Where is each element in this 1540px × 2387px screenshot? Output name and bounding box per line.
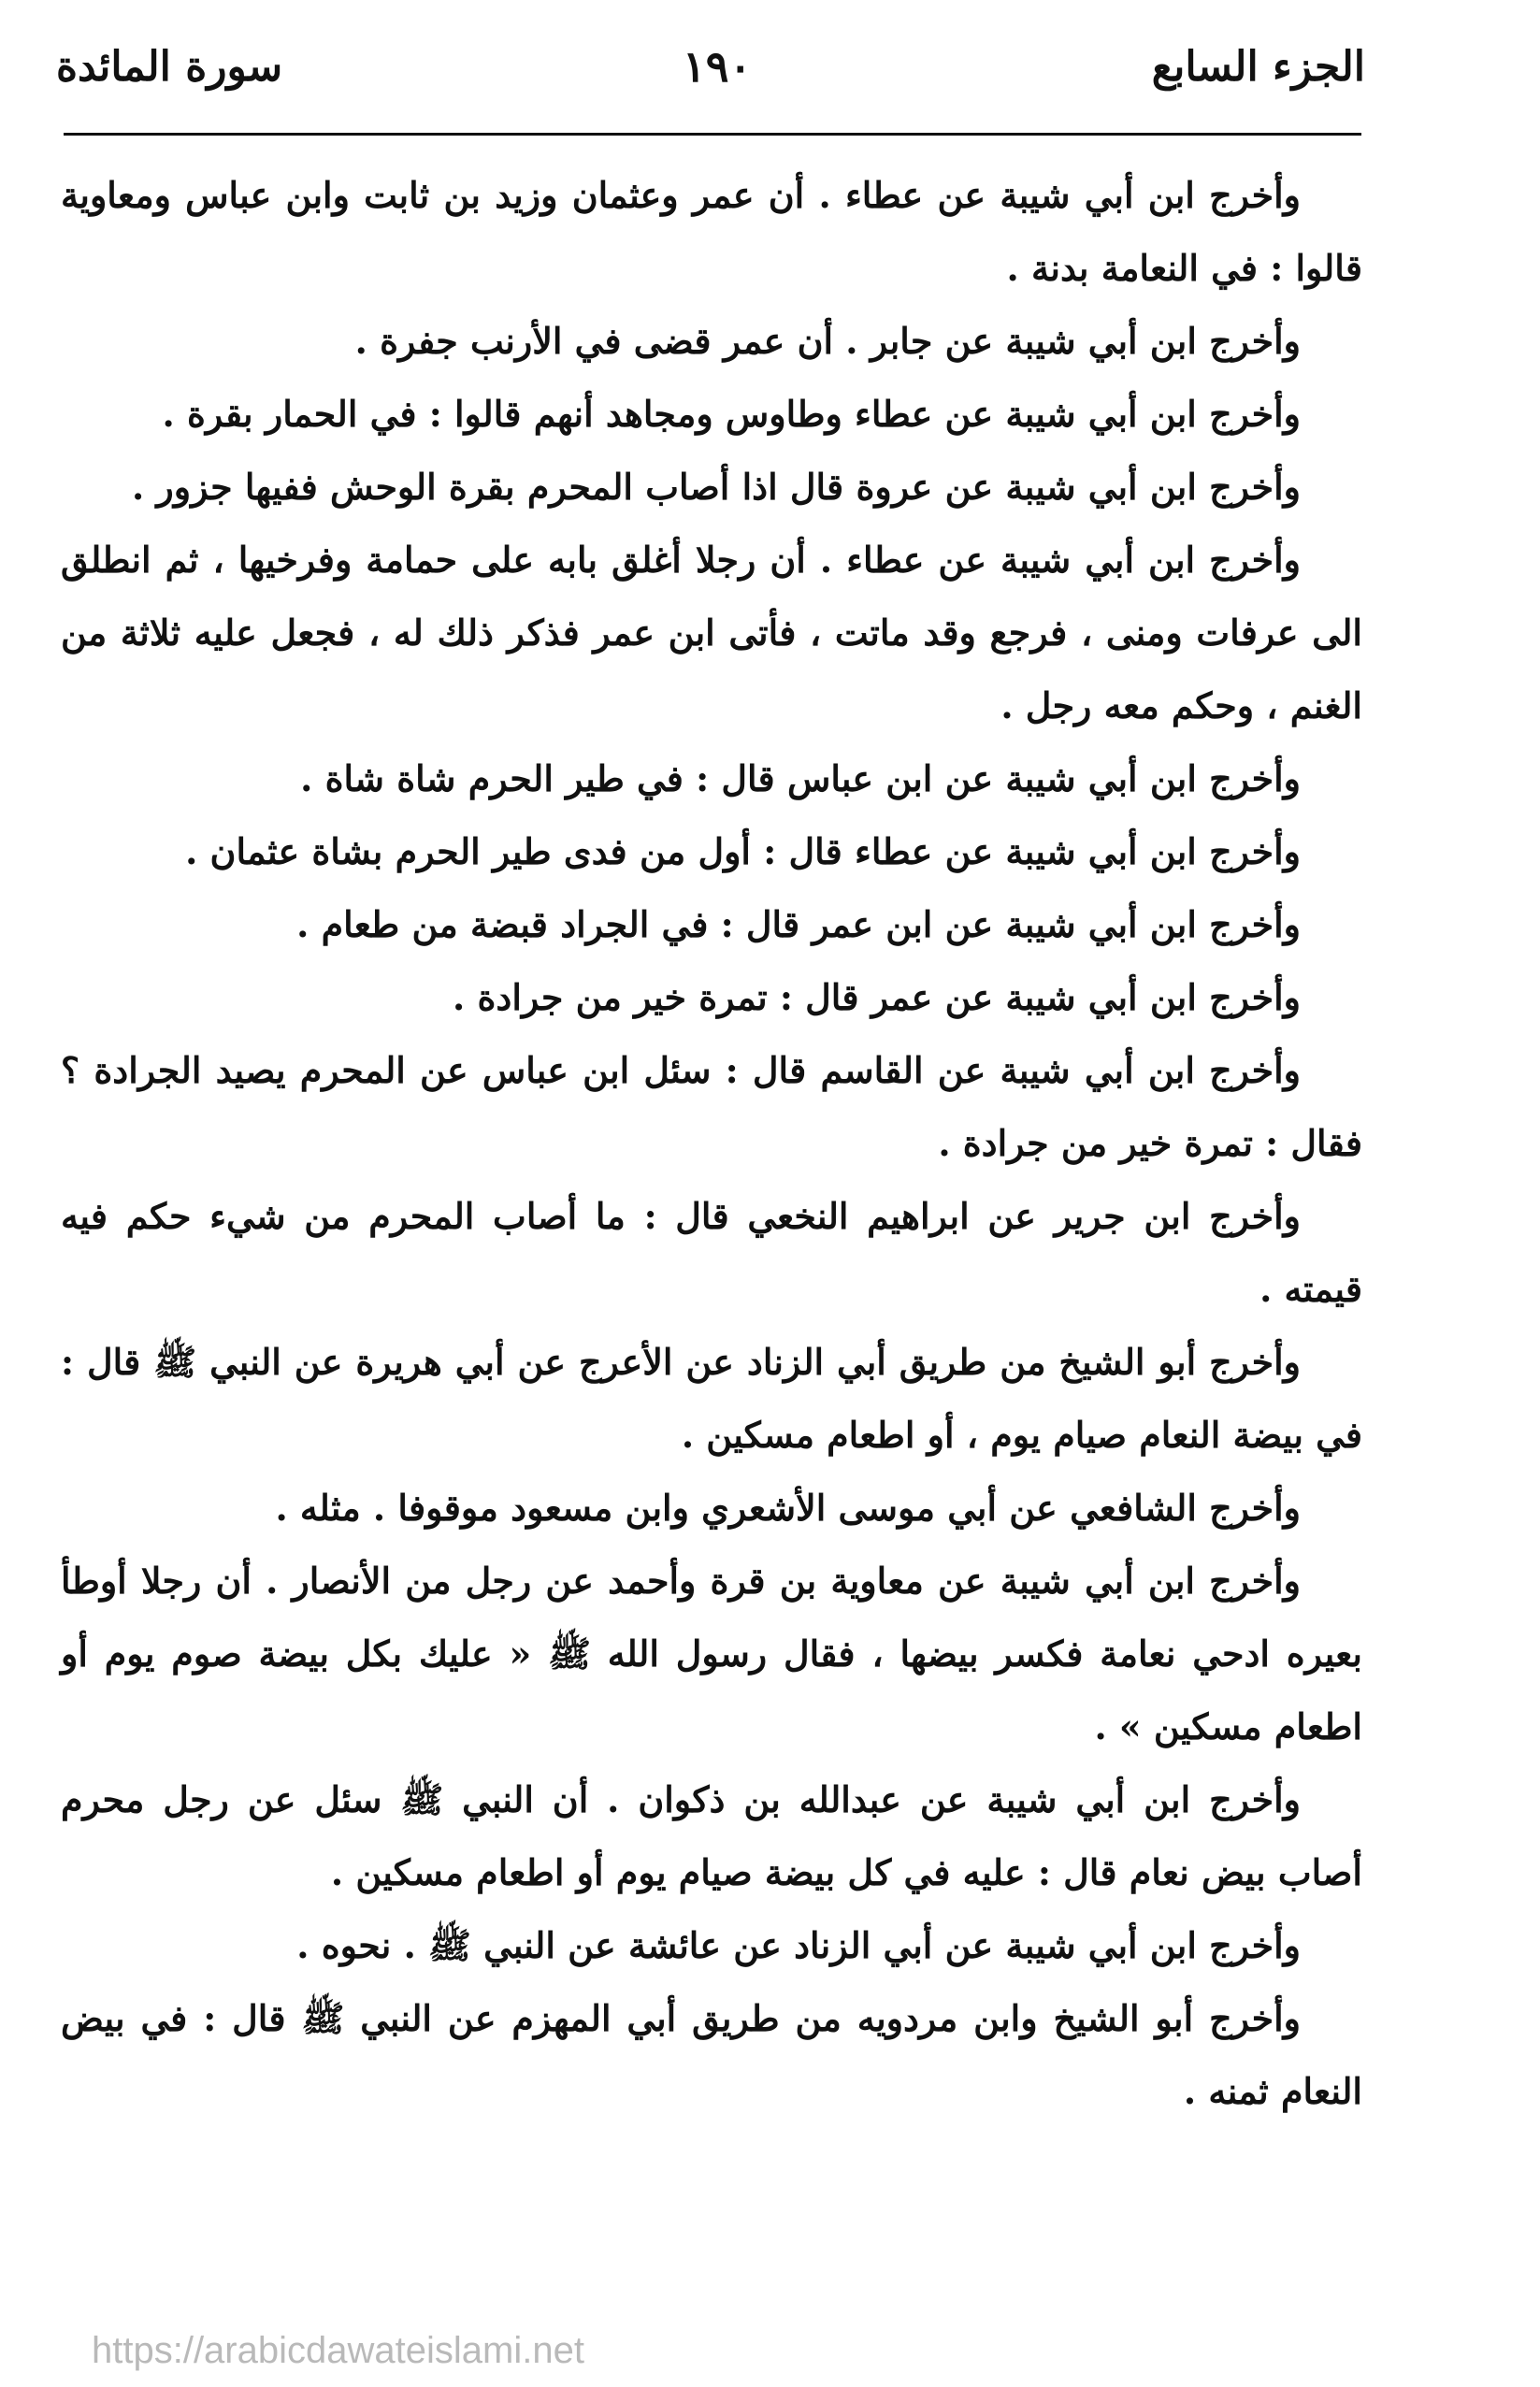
paragraph: وأخرج ابن أبي شيبة عن أبي الزناد عن عائشة عن النبي ﷺ . نحوه . xyxy=(296,1924,1301,1966)
paragraph: وأخرج ابن أبي شيبة عن ابن عمر قال : في الجراد قبضة من طعام . xyxy=(296,903,1301,945)
paragraph: وأخرج ابن أبي شيبة عن عطاء قال : أول من فدى طير الحرم بشاة عثمان . xyxy=(185,830,1301,872)
page-header xyxy=(56,28,1365,112)
paragraph: وأخرج ابن أبي شيبة عن عروة قال اذا أصاب المحرم بقرة الوحش ففيها جزور . xyxy=(131,466,1301,508)
part-title: الجزء السابع xyxy=(1151,43,1365,91)
page-number: ١٩٠ xyxy=(683,41,753,92)
main-text xyxy=(61,159,1362,2128)
paragraph: وأخرج أبو الشيخ من طريق أبي الزناد عن الأعرج عن أبي هريرة عن النبي ﷺ قال : في بيضة النعام صيام يوم ، أو اطعام مسكين . xyxy=(61,1341,1362,1456)
paragraph: وأخرج ابن جرير عن ابراهيم النخعي قال : ما أصاب المحرم من شيء حكم فيه قيمته . xyxy=(61,1195,1362,1310)
paragraph: وأخرج ابن أبي شيبة عن عطاء وطاوس ومجاهد أنهم قالوا : في الحمار بقرة . xyxy=(162,393,1301,435)
surah-title: سورة المائدة xyxy=(56,43,283,91)
watermark-url: https://arabicdawateislami.net xyxy=(92,2330,584,2371)
paragraph: وأخرج ابن أبي شيبة عن عبدالله بن ذكوان . أن النبي ﷺ سئل عن رجل محرم أصاب بيض نعام قال : عليه في كل بيضة صيام يوم أو اطعام مسكين . xyxy=(61,1778,1362,1893)
paragraph: وأخرج ابن أبي شيبة عن عمر قال : تمرة خير من جرادة . xyxy=(453,976,1301,1018)
paragraph: وأخرج ابن أبي شيبة عن عطاء . أن عمر وعثمان وزيد بن ثابت وابن عباس ومعاوية قالوا : في النعامة بدنة . xyxy=(61,174,1362,289)
paragraph: وأخرج الشافعي عن أبي موسى الأشعري وابن مسعود موقوفا . مثله . xyxy=(275,1487,1301,1529)
paragraph: وأخرج ابن أبي شيبة عن ابن عباس قال : في طير الحرم شاة شاة . xyxy=(300,757,1301,799)
paragraph: وأخرج ابن أبي شيبة عن معاوية بن قرة وأحمد عن رجل من الأنصار . أن رجلا أوطأ بعيره ادحي نعامة فكسر بيضها ، فقال رسول الله ﷺ « عليك بكل بيضة صوم يوم أو اطعام مسكين » . xyxy=(61,1560,1362,1747)
paragraph: وأخرج ابن أبي شيبة عن القاسم قال : سئل ابن عباس عن المحرم يصيد الجرادة ؟ فقال : تمرة خير من جرادة . xyxy=(61,1049,1362,1164)
paragraph: وأخرج ابن أبي شيبة عن عطاء . أن رجلا أغلق بابه على حمامة وفرخيها ، ثم انطلق الى عرفات ومنى ، فرجع وقد ماتت ، فأتى ابن عمر فذكر ذلك له ، فجعل عليه ثلاثة من الغنم ، وحكم معه رجل . xyxy=(61,539,1362,726)
paragraph: وأخرج ابن أبي شيبة عن جابر . أن عمر قضى في الأرنب جفرة . xyxy=(354,320,1301,362)
header-divider xyxy=(64,133,1361,136)
paragraph: وأخرج أبو الشيخ وابن مردويه من طريق أبي المهزم عن النبي ﷺ قال : في بيض النعام ثمنه . xyxy=(61,1997,1362,2112)
